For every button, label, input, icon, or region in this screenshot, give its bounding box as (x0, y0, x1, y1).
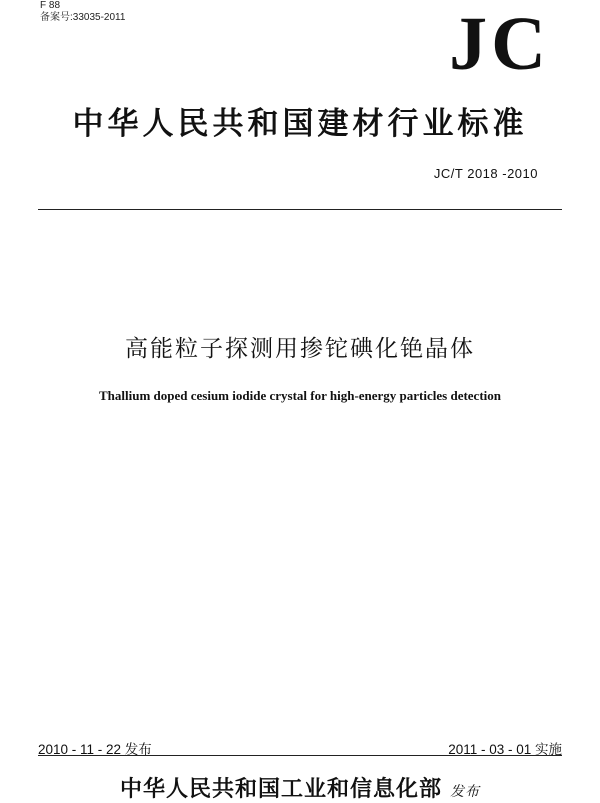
top-divider (38, 209, 562, 210)
publisher-suffix: 发布 (450, 784, 480, 800)
publisher (0, 772, 600, 803)
implementation-date: 2011 - 03 - 01 实施 (448, 742, 562, 757)
filing-number: 备案号:33035-2011 (40, 12, 126, 23)
ics-code: F 88 (40, 0, 61, 11)
standard-number: JC/T 2018 -2010 (433, 166, 538, 181)
publisher-name: 中华人民共和国工业和信息化部 (119, 777, 442, 802)
jc-logo: JC (449, 2, 550, 86)
document-title-en: Thallium doped cesium iodide crystal for high-energy particles detection (98, 388, 502, 403)
document-title-cn: 高能粒子探测用掺铊碘化铯晶体 (125, 336, 475, 362)
industry-standard-title: 中华人民共和国建材行业标准 (72, 106, 528, 142)
bottom-divider (38, 755, 562, 756)
issue-date: 2010 - 11 - 22 发布 (38, 742, 152, 757)
